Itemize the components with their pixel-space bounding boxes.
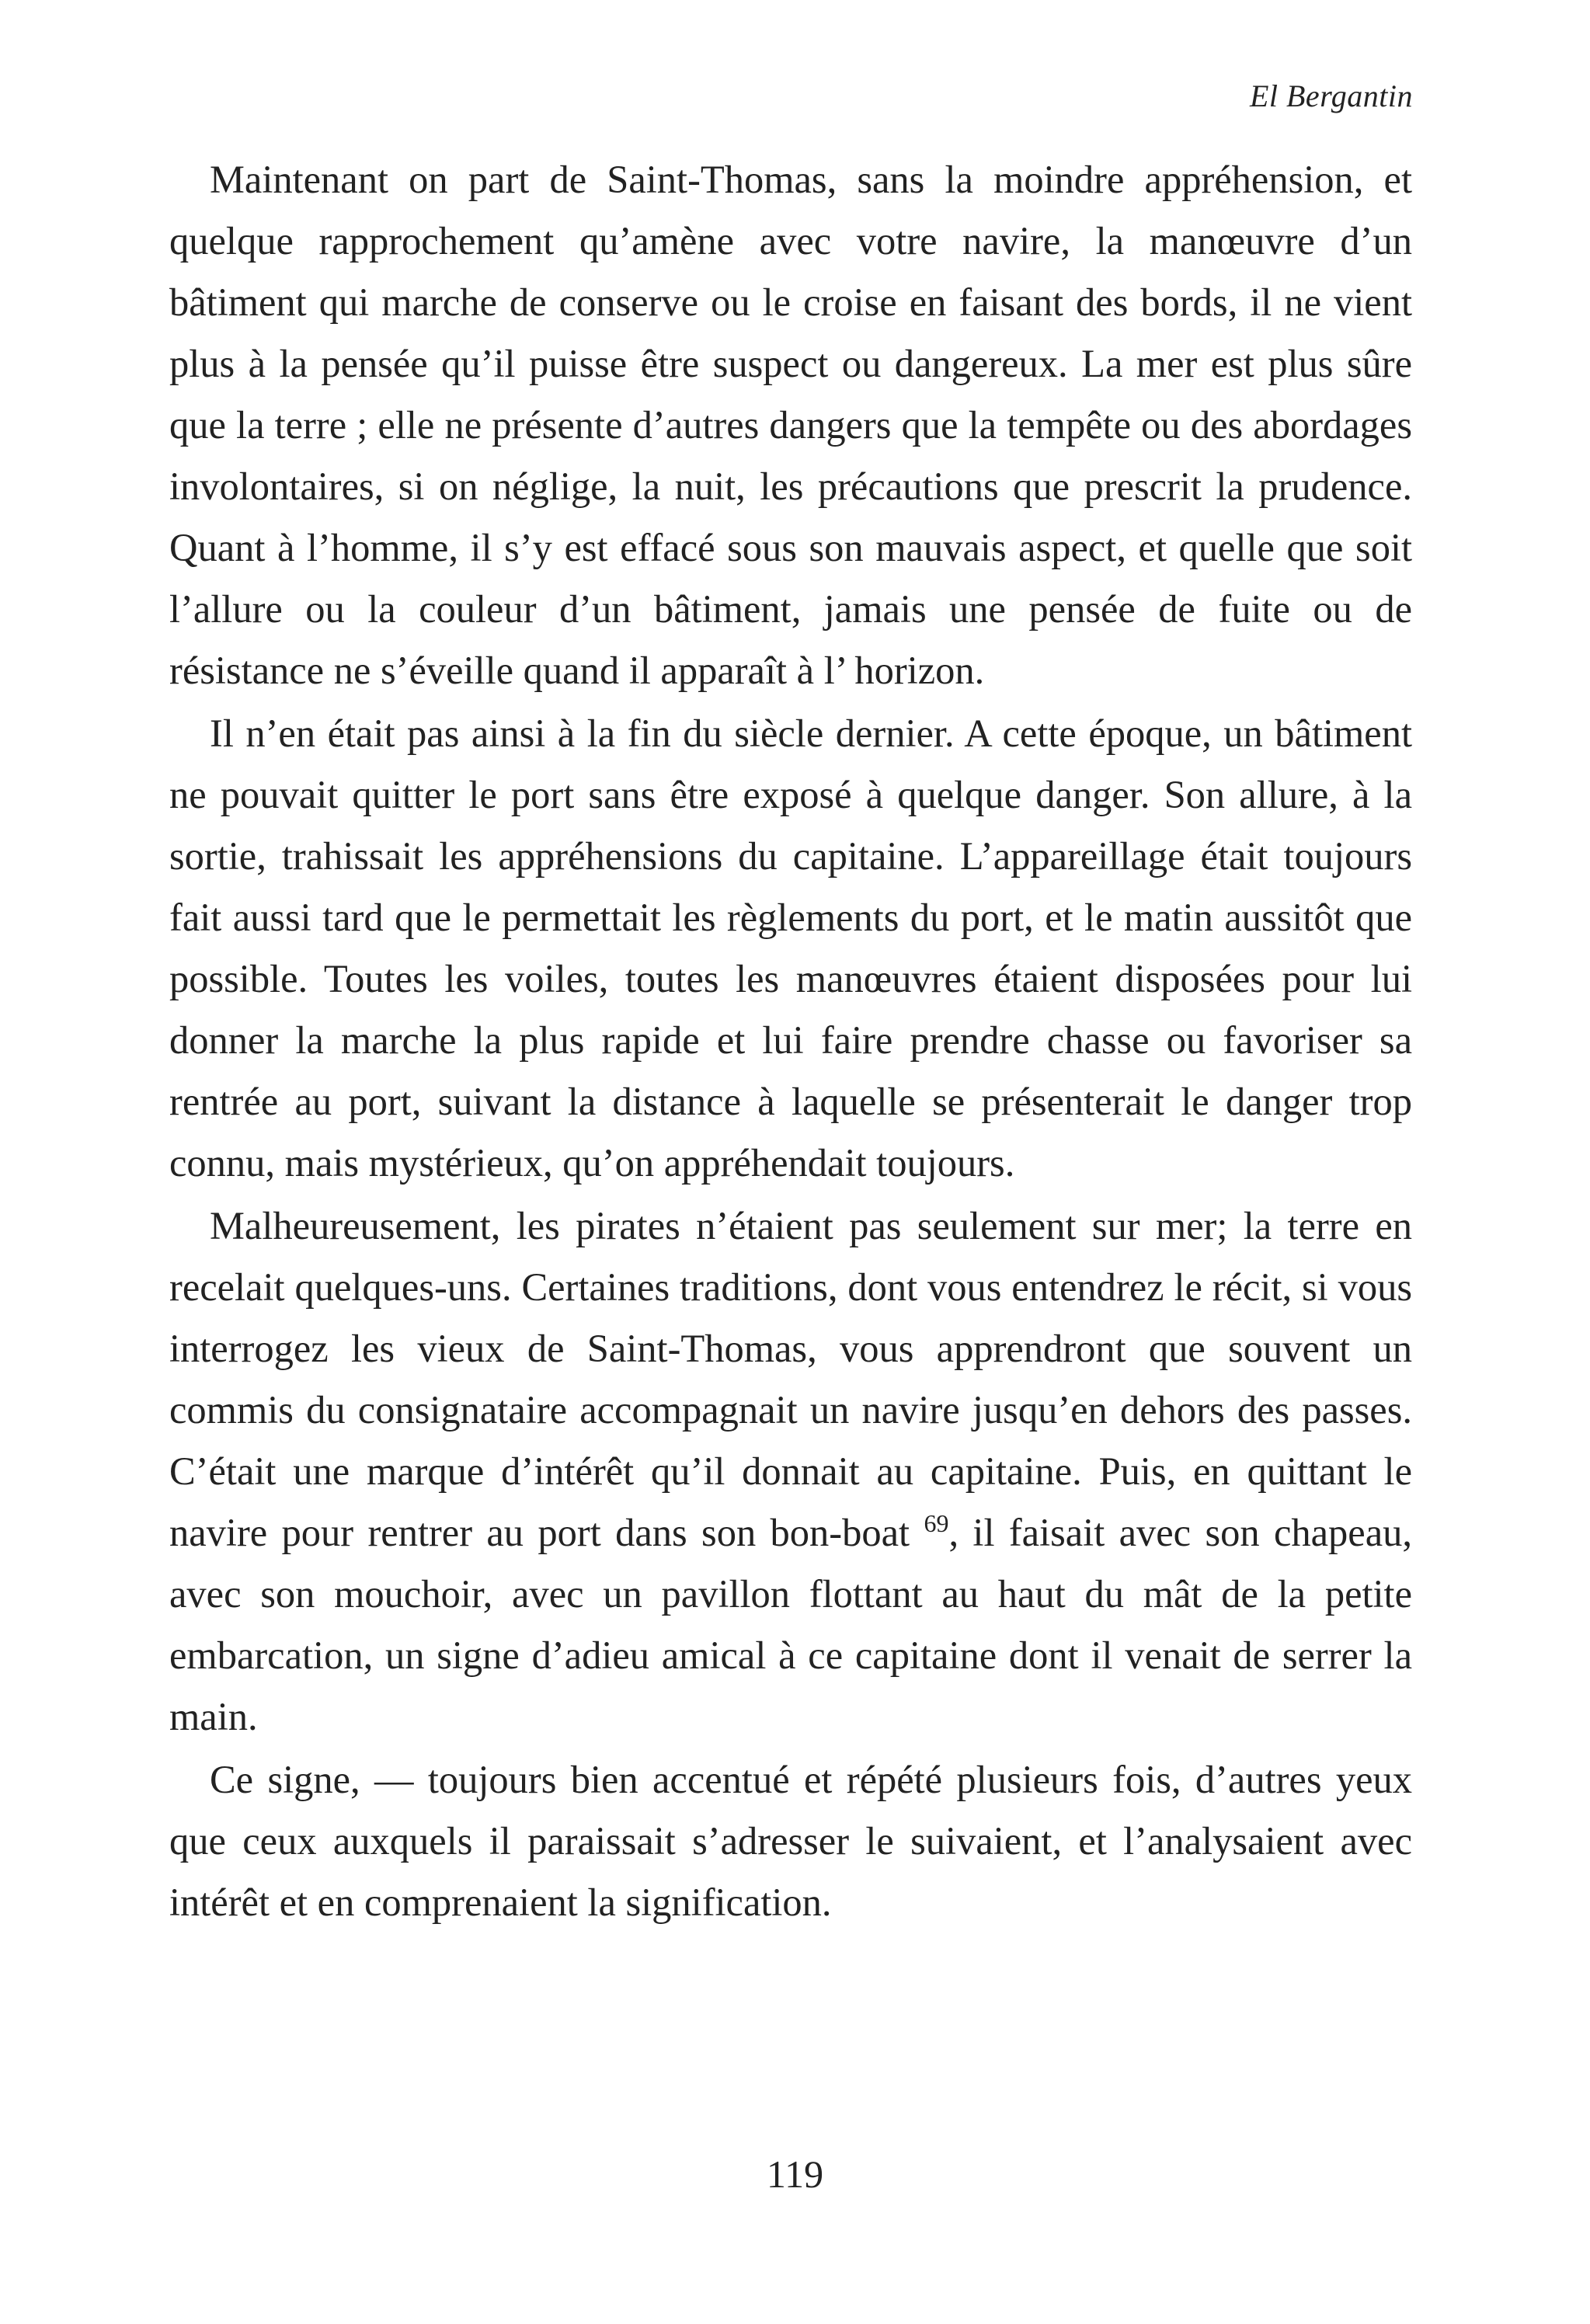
paragraph-1: Maintenant on part de Saint-Thomas, sans la moindre appréhension, et quelque rapprochement qu’amène avec votre navire, la manœuvre d’un bâtiment qui marche de conserve ou le croise en faisant des bords, il ne vient plus à la pensée qu’il puisse être suspect ou dangereux. La mer est plus sûre que la terre ; elle ne présente d’autres dangers que la tempête ou des abordages involontaires, si on néglige, la nuit, les précautions que prescrit la prudence. Quant à l’homme, il s’y est effacé sous son mauvais aspect, et quelle que soit l’allure ou la couleur d’un bâtiment, jamais une pensée de fuite ou de résistance ne s’éveille quand il apparaît à l’ horizon. — [169, 158, 1412, 692]
body-text — [169, 149, 1412, 1933]
paragraph-3-text-after-note: , il faisait avec son chapeau, avec son mouchoir, avec un pavillon flottant au haut du mât de la petite embarcation, un signe d’adieu amical à ce capitaine dont il venait de serrer la main. — [169, 1511, 1412, 1738]
paragraph-3 — [169, 1195, 1412, 1748]
page-number: 119 — [766, 2152, 824, 2196]
paragraph-4: Ce signe, — toujours bien accentué et répété plusieurs fois, d’autres yeux que ceux auxquels il paraissait s’adresser le suivaient, et l’analysaient avec intérêt et en comprenaient la signification. — [169, 1758, 1412, 1924]
paragraph-3-text-before-note: Malheureusement, les pirates n’étaient pas seulement sur mer; la terre en recelait quelques-uns. Certaines traditions, dont vous entendrez le récit, si vous interrogez les vieux de Saint-Thomas, vous apprendront que souvent un commis du consignataire accompagnait un navire jusqu’en dehors des passes. C’était une marque d’intérêt qu’il donnait au capitaine. Puis, en quittant le navire pour rentrer au port dans son bon-boat — [169, 1204, 1412, 1554]
paragraph-2: Il n’en était pas ainsi à la fin du siècle dernier. A cette époque, un bâtiment ne pouvait quitter le port sans être exposé à quelque danger. Son allure, à la sortie, trahissait les appréhensions du capitaine. L’appareillage était toujours fait aussi tard que le permettait les règlements du port, et le matin aussitôt que possible. Toutes les voiles, toutes les manœuvres étaient disposées pour lui donner la marche la plus rapide et lui faire prendre chasse ou favoriser sa rentrée au port, suivant la distance à laquelle se présenterait le danger trop connu, mais mystérieux, qu’on appréhendait toujours. — [169, 711, 1412, 1185]
running-header: El Bergantin — [1249, 78, 1413, 113]
footnote-reference: 69 — [924, 1509, 949, 1537]
